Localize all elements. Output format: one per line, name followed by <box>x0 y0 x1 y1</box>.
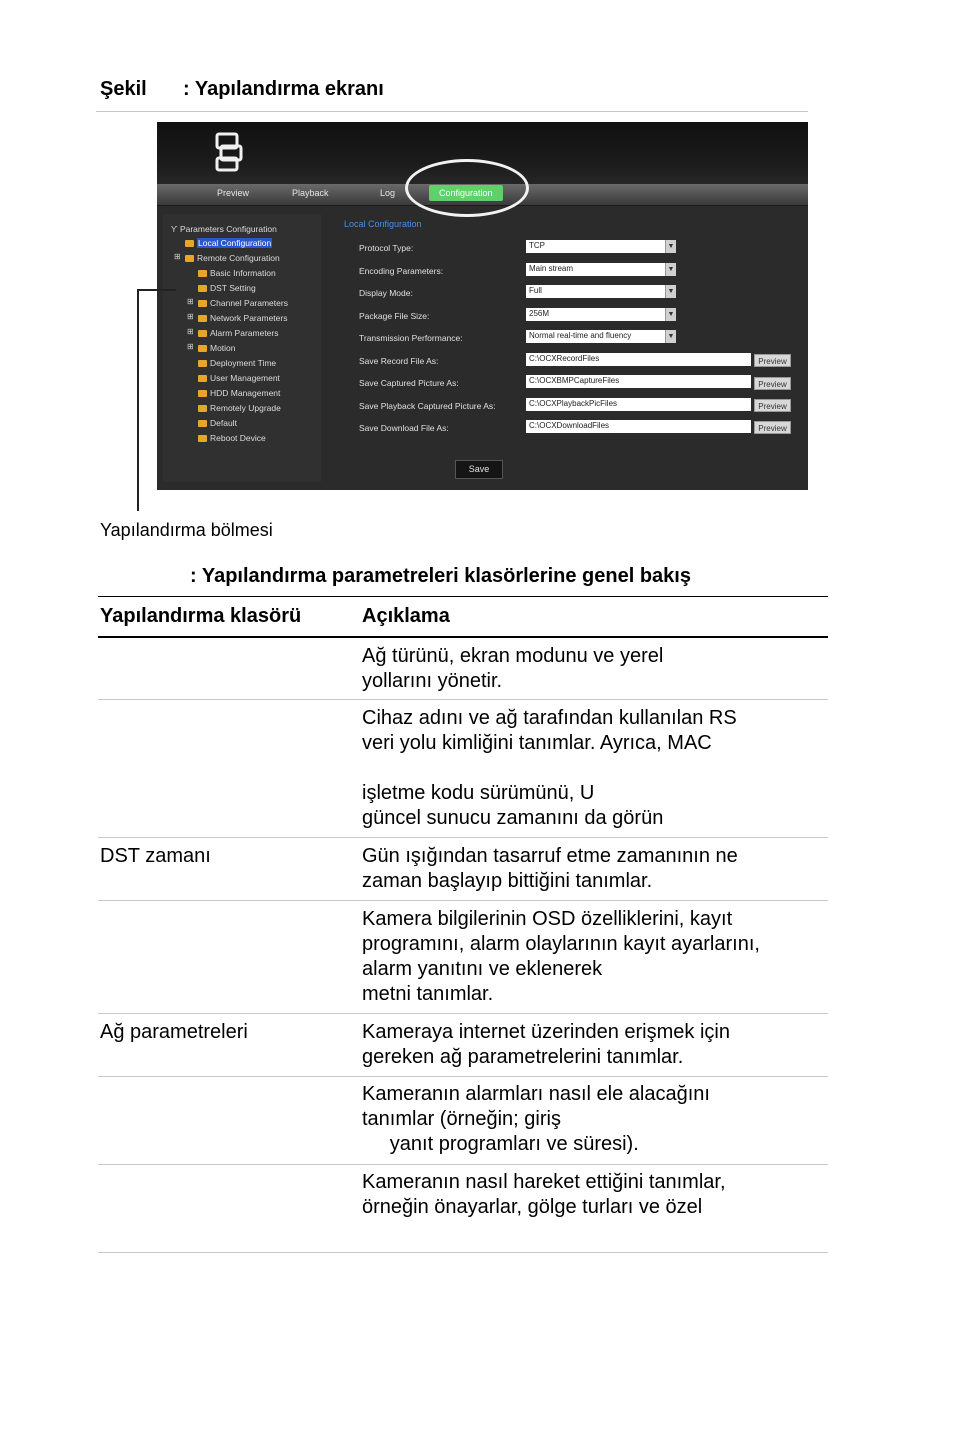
row-divider <box>98 1076 828 1077</box>
row-folder: DST zamanı <box>100 845 211 867</box>
row-description: Kameranın nasıl hareket ettiğini tanımlar, örneğin önayarlar, gölge turları ve özel <box>362 1171 726 1218</box>
tree-item-default[interactable]: Default <box>198 418 237 428</box>
tree-root[interactable]: Ƴ Parameters Configuration <box>171 224 277 234</box>
highlight-ring <box>405 159 529 217</box>
save-button[interactable]: Save <box>455 460 503 479</box>
tree-item-remote-configuration[interactable]: Remote Configuration <box>185 253 280 263</box>
table-caption: : Yapılandırma parametreleri klasörlerine genel bakış <box>190 565 691 587</box>
tab-configuration[interactable]: Configuration <box>429 185 503 201</box>
chevron-down-icon: ▼ <box>665 263 676 276</box>
tab-log[interactable]: Log <box>380 188 396 198</box>
chevron-down-icon: ▼ <box>665 240 676 253</box>
expand-icon[interactable]: ⊞ <box>174 252 181 261</box>
tree-item-motion[interactable]: Motion <box>198 343 236 353</box>
figure-rule <box>96 111 808 112</box>
field-label: Save Record File As: <box>359 356 439 366</box>
field-label: Save Playback Captured Picture As: <box>359 401 496 411</box>
callout-line <box>137 289 139 511</box>
tree-item-channel-parameters[interactable]: Channel Parameters <box>198 298 288 308</box>
transmission-performance-select[interactable]: Normal real-time and fluency ▼ <box>526 330 676 343</box>
folder-icon <box>198 315 207 322</box>
expand-icon[interactable]: ⊞ <box>187 297 194 306</box>
folder-icon <box>198 300 207 307</box>
chevron-down-icon: ▼ <box>665 285 676 298</box>
row-divider <box>98 1013 828 1014</box>
tree-item-basic-information[interactable]: Basic Information <box>198 268 276 278</box>
folder-icon <box>185 240 194 247</box>
callout-line <box>138 289 176 291</box>
folder-icon <box>198 390 207 397</box>
expand-icon[interactable]: ⊞ <box>187 312 194 321</box>
record-path-input[interactable]: C:\OCXRecordFiles <box>526 353 751 366</box>
row-description: Kamera bilgilerinin OSD özelliklerini, kayıt programını, alarm olaylarının kayıt ayarlarını, alarm yanıtını ve eklenerek metni tanımlar. <box>362 908 760 1005</box>
field-label: Encoding Parameters: <box>359 266 444 276</box>
playback-capture-path-input[interactable]: C:\OCXPlaybackPicFiles <box>526 398 751 411</box>
capture-path-input[interactable]: C:\OCXBMPCaptureFiles <box>526 375 751 388</box>
callout-label: Yapılandırma bölmesi <box>100 520 273 540</box>
table-header-rule <box>98 636 828 638</box>
field-label: Protocol Type: <box>359 243 414 253</box>
row-description: Kameraya internet üzerinden erişmek için gereken ağ parametrelerini tanımlar. <box>362 1021 730 1068</box>
tree-item-dst-setting[interactable]: DST Setting <box>198 283 256 293</box>
tab-playback[interactable]: Playback <box>292 188 329 198</box>
chevron-down-icon: ▼ <box>665 330 676 343</box>
preview-button[interactable]: Preview <box>754 354 791 367</box>
configuration-screenshot <box>157 122 808 490</box>
table-top-rule <box>98 596 828 597</box>
field-label: Save Captured Picture As: <box>359 378 459 388</box>
folder-icon <box>198 270 207 277</box>
folder-icon <box>198 420 207 427</box>
row-divider <box>98 900 828 901</box>
expand-icon[interactable]: ⊞ <box>187 327 194 336</box>
folder-icon <box>198 330 207 337</box>
row-folder: Ağ parametreleri <box>100 1021 248 1043</box>
folder-icon <box>198 405 207 412</box>
expand-icon[interactable]: ⊞ <box>187 342 194 351</box>
tree-item-remotely-upgrade[interactable]: Remotely Upgrade <box>198 403 281 413</box>
header-description: Açıklama <box>362 605 450 627</box>
folder-icon <box>198 435 207 442</box>
row-description: Kameranın alarmları nasıl ele alacağını tanımlar (örneğin; giriş yanıt programları ve süresi). <box>362 1083 710 1155</box>
row-description: Cihaz adını ve ağ tarafından kullanılan RS veri yolu kimliğini tanımlar. Ayrıca, MAC işletme kodu sürümünü, U güncel sunucu zamanını da görün <box>362 707 737 829</box>
row-description: Gün ışığından tasarruf etme zamanının ne zaman başlayıp bittiğini tanımlar. <box>362 845 738 892</box>
folder-icon <box>185 255 194 262</box>
field-label: Display Mode: <box>359 288 413 298</box>
protocol-type-select[interactable]: TCP ▼ <box>526 240 676 253</box>
tab-preview[interactable]: Preview <box>217 188 250 198</box>
tree-item-network-parameters[interactable]: Network Parameters <box>198 313 287 323</box>
figure-caption <box>100 78 384 101</box>
folder-icon <box>198 345 207 352</box>
download-path-input[interactable]: C:\OCXDownloadFiles <box>526 420 751 433</box>
folder-icon <box>198 375 207 382</box>
encoding-parameters-select[interactable]: Main stream ▼ <box>526 263 676 276</box>
tree-item-reboot-device[interactable]: Reboot Device <box>198 433 266 443</box>
package-file-size-select[interactable]: 256M ▼ <box>526 308 676 321</box>
figure-label: Şekil <box>100 78 147 100</box>
tree-item-user-management[interactable]: User Management <box>198 373 280 383</box>
field-label: Transmission Performance: <box>359 333 463 343</box>
tree-item-deployment-time[interactable]: Deployment Time <box>198 358 276 368</box>
header-folder: Yapılandırma klasörü <box>100 605 302 627</box>
row-divider <box>98 1164 828 1165</box>
chevron-down-icon: ▼ <box>665 308 676 321</box>
row-divider <box>98 837 828 838</box>
field-label: Save Download File As: <box>359 423 449 433</box>
field-label: Package File Size: <box>359 311 430 321</box>
row-divider <box>98 699 828 700</box>
table-bottom-rule <box>98 1252 828 1253</box>
row-description: Ağ türünü, ekran modunu ve yerel yollarını yönetir. <box>362 645 664 692</box>
section-title: Local Configuration <box>344 219 422 229</box>
folder-icon <box>198 360 207 367</box>
figure-title: : Yapılandırma ekranı <box>183 78 384 100</box>
brand-logo-icon <box>213 132 245 174</box>
folder-icon <box>198 285 207 292</box>
tree-item-hdd-management[interactable]: HDD Management <box>198 388 280 398</box>
preview-button[interactable]: Preview <box>754 421 791 434</box>
preview-button[interactable]: Preview <box>754 399 791 412</box>
preview-button[interactable]: Preview <box>754 377 791 390</box>
display-mode-select[interactable]: Full ▼ <box>526 285 676 298</box>
tree-item-local-configuration[interactable]: Local Configuration <box>185 238 272 248</box>
tree-item-alarm-parameters[interactable]: Alarm Parameters <box>198 328 279 338</box>
